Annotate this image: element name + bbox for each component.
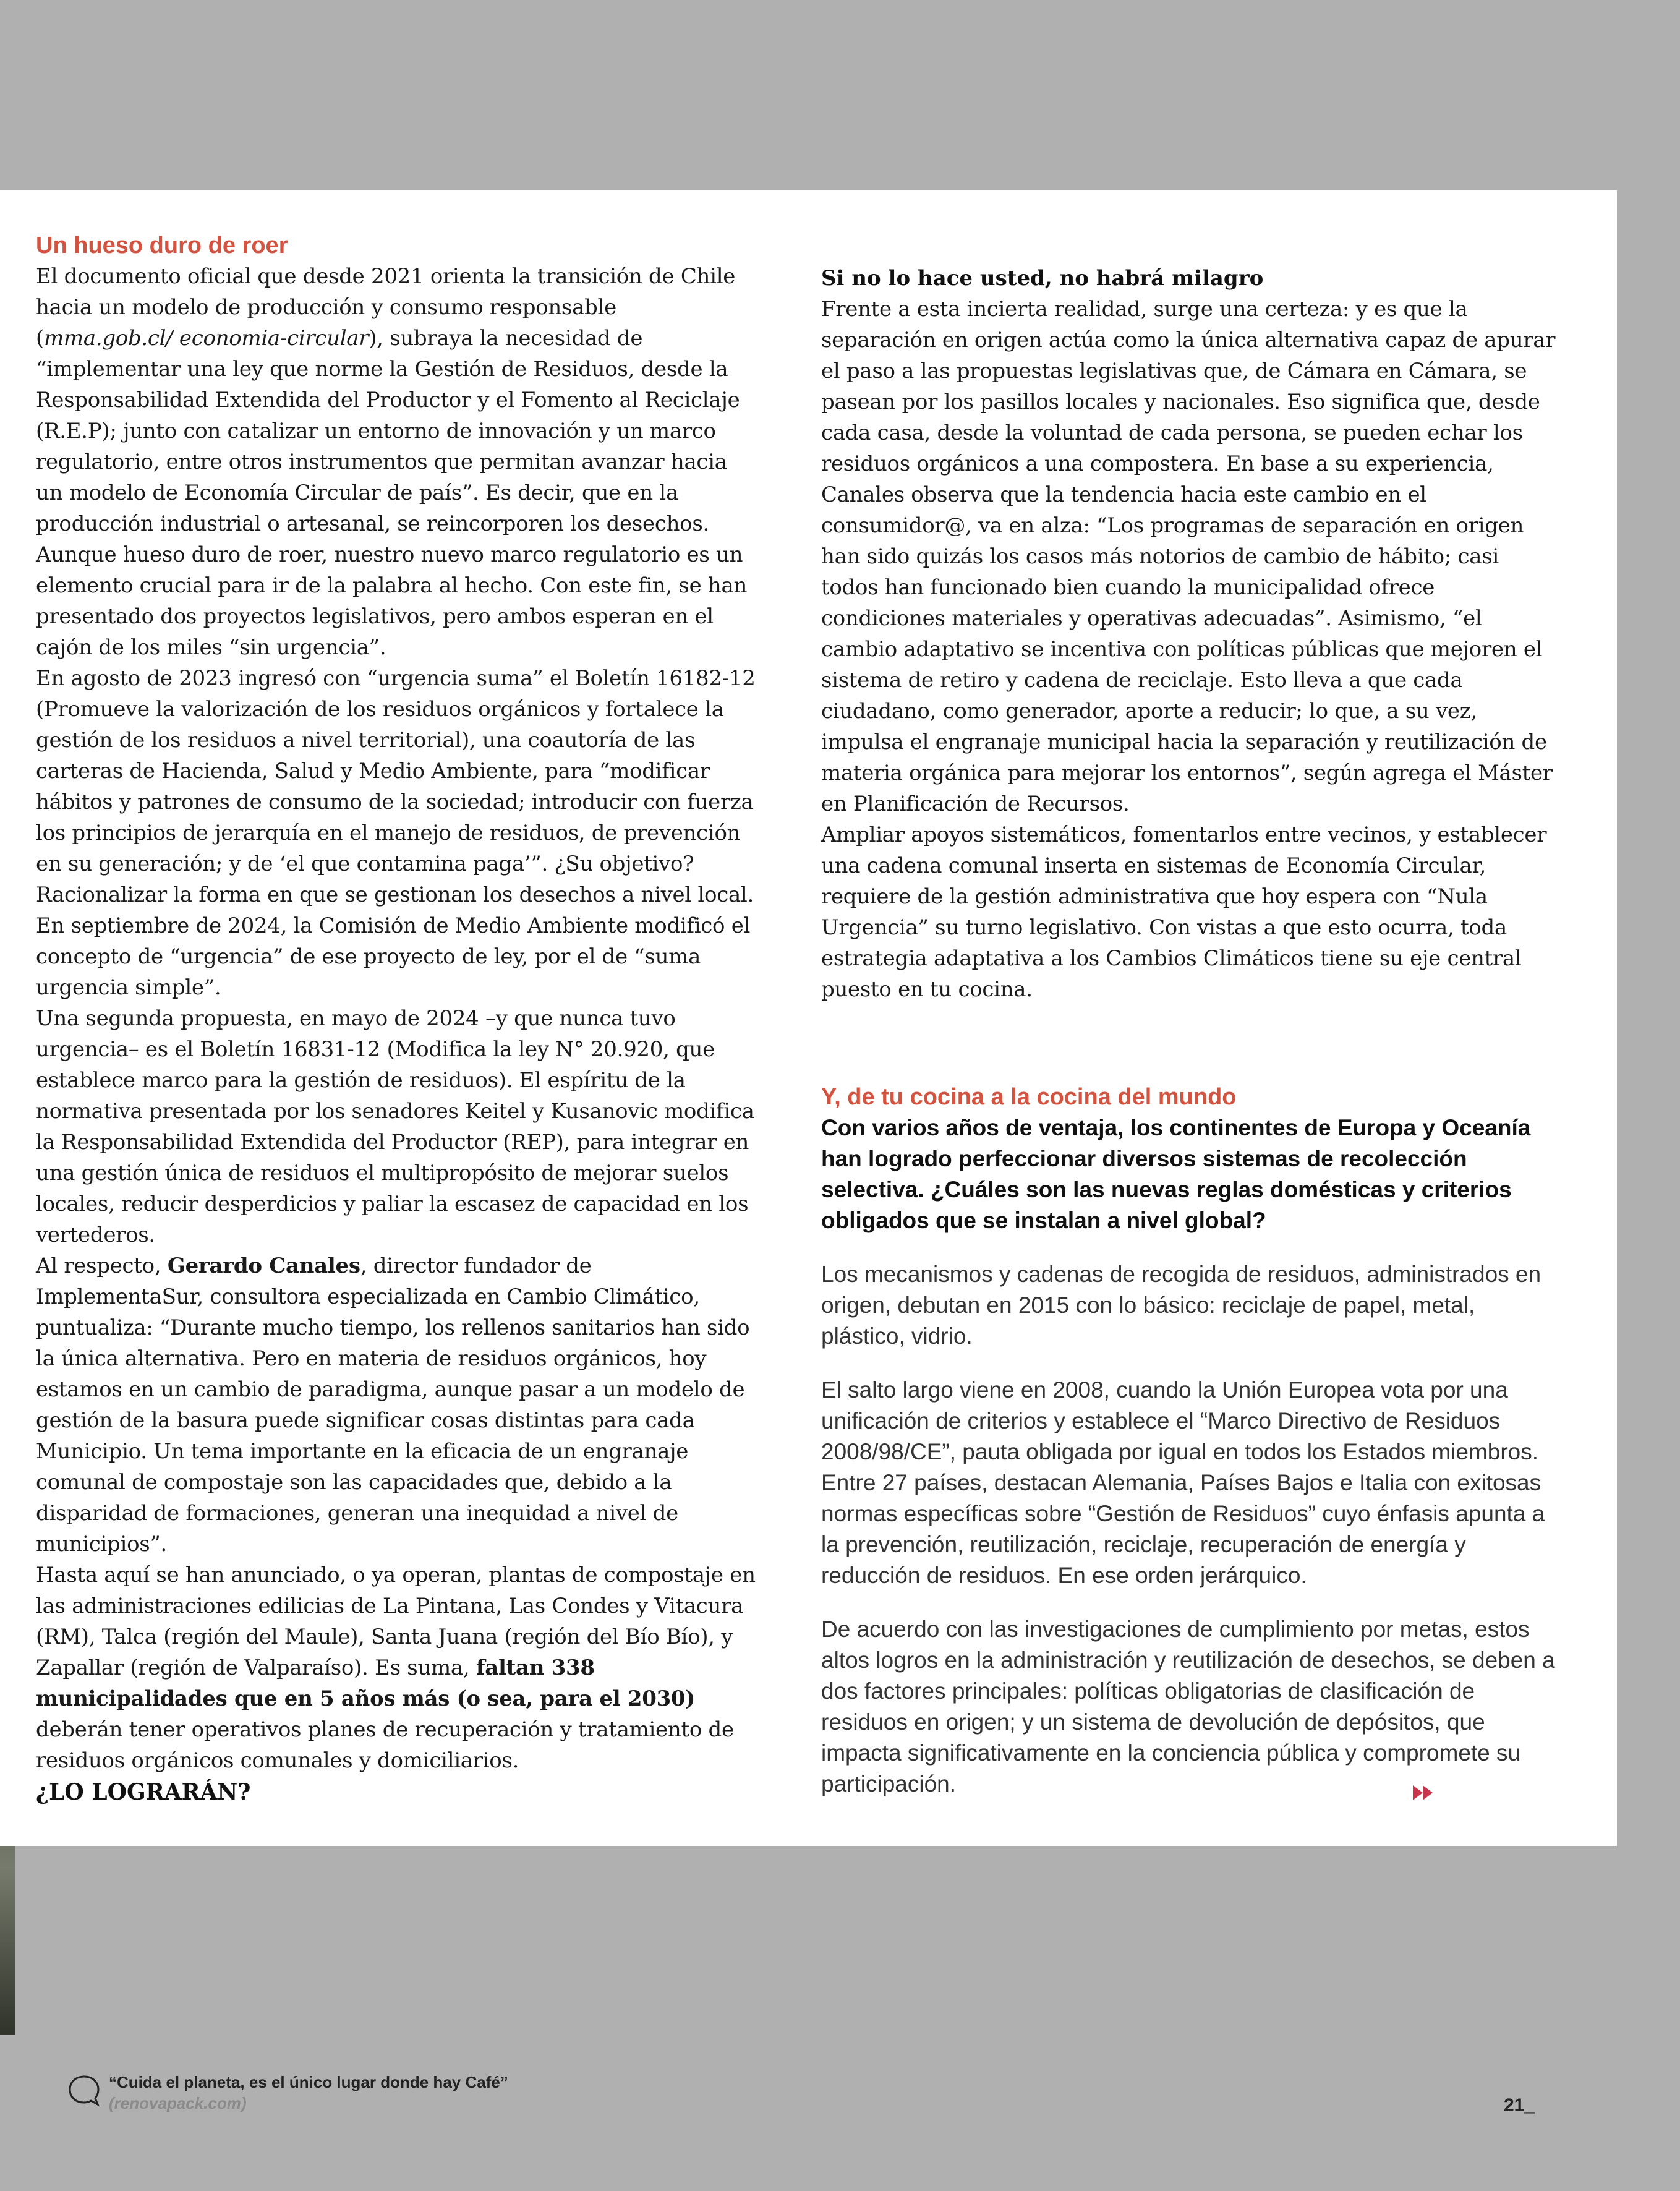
paragraph: El documento oficial que desde 2021 orienta la transición de Chile hacia un modelo de producción y consumo responsable (mma.gob.cl/ economia-circular), subraya la necesidad de “implementar una ley que norme la Gestión de Residuos, desde la Responsabilidad Extendida del Productor y el Fomento al Reciclaje (R.E.P); junto con catalizar un entorno de innovación y un marco regulatorio, entre otros instrumentos que permitan avanzar hacia un modelo de Economía Circular de país”. Es decir, que en la producción industrial o artesanal, se reincorporen los desechos. <box>36 264 740 536</box>
speech-bubble-icon <box>67 2073 101 2108</box>
page-number: 21_ <box>1504 2095 1535 2116</box>
section-cocina <box>821 1082 1557 1800</box>
quote-source: (renovapack.com) <box>109 2094 247 2112</box>
paragraph: Una segunda propuesta, en mayo de 2024 –y que nunca tuvo urgencia– es el Boletín 16831-12 (Modifica la ley N° 20.920, que establece marco para la gestión de residuos). El espíritu de la normativa presentada por los senadores Keitel y Kusanovic modifica la Responsabilidad Extendida del Productor (REP), para integrar en una gestión única de residuos el multipropósito de mejorar suelos locales, reducir desperdicios y paliar la escasez de capacidad en los vertederos. <box>36 1006 754 1247</box>
section-heading-hueso: Un hueso duro de roer <box>36 233 288 258</box>
sans-body <box>821 1259 1557 1800</box>
paragraph: Al respecto, Gerardo Canales, director fundador de ImplementaSur, consultora especializada en Cambio Climático, puntualiza: “Durante mucho tiempo, los rellenos sanitarios han sido la única alternativa. Pero en materia de residuos orgánicos, hoy estamos en un cambio de paradigma, aunque pasar a un modelo de gestión de la basura puede significar cosas distintas para cada Municipio. Un tema importante en la eficacia de un engranaje comunal de compostaje son las capacidades que, debido a la disparidad de formaciones, generan una inequidad a nivel de municipios”. <box>36 1254 750 1557</box>
paragraph: El salto largo viene en 2008, cuando la Unión Europea vota por una unificación de criterios y establece el “Marco Directivo de Residuos 2008/98/CE”, pauta obligada por igual en todos los Estados miembros. Entre 27 países, destacan Alemania, Países Bajos e Italia con exitosas normas específicas sobre “Gestión de Residuos” cuyo énfasis apunta a la prevención, reutilización, reciclaje, recuperación de energía y reducción de residuos. En ese orden jerárquico. <box>821 1377 1545 1588</box>
right-column <box>821 263 1557 1822</box>
conclusion-question: ¿LO LOGRARÁN? <box>36 1779 251 1805</box>
paragraph: Los mecanismos y cadenas de recogida de residuos, administrados en origen, debutan en 2015 con lo básico: reciclaje de papel, metal, plástico, vidrio. <box>821 1262 1541 1349</box>
paragraph: Frente a esta incierta realidad, surge una certeza: y es que la separación en origen actúa como la única alternativa capaz de apurar el paso a las propuestas legislativas que, de Cámara en Cámara, se pasean por los pasillos locales y nacionales. Eso significa que, desde cada casa, desde la voluntad de cada persona, se pueden echar los residuos orgánicos a una compostera. En base a su experiencia, Canales observa que la tendencia hacia este cambio en el consumidor@, va en alza: “Los programas de separación en origen han sido quizás los casos más notorios de cambio de hábito; casi todos han funcionado bien cuando la municipalidad ofrece condiciones materiales y operativas adecuadas”. Asimismo, “el cambio adaptativo se incentiva con políticas públicas que mejoren el sistema de retiro y cadena de reciclaje. Esto lleva a que cada ciudadano, como generador, aporte a reducir; lo que, a su vez, impulsa el engranaje municipal hacia la separación y reutilización de materia orgánica para mejorar los entornos”, según agrega el Máster en Planificación de Recursos. <box>821 297 1556 816</box>
section-heading-milagro: Si no lo hace usted, no habrá milagro <box>821 266 1264 291</box>
paragraph: Ampliar apoyos sistemáticos, fomentarlos entre vecinos, y establecer una cadena comunal inserta en sistemas de Economía Circular, requiere de la gestión administrativa que hoy espera con “Nula Urgencia” su turno legislativo. Con vistas a que esto ocurra, toda estrategia adaptativa a los Cambios Climáticos tiene su eje central puesto en tu cocina. <box>821 822 1547 1002</box>
lead-paragraph: Con varios años de ventaja, los continentes de Europa y Oceanía han logrado perfeccionar diversos sistemas de recolección selectiva. ¿Cuáles son las nuevas reglas domésticas y criterios obligados que se instalan a nivel global? <box>821 1115 1531 1233</box>
paragraph: De acuerdo con las investigaciones de cumplimiento por metas, estos altos logros en la administración y reutilización de desechos, se deben a dos factores principales: políticas obligatorias de clasificación de residuos en origen; y un sistema de devolución de depósitos, que impacta significativamente en la conciencia pública y compromete su participación. <box>821 1617 1555 1796</box>
right-body <box>821 294 1557 1005</box>
source-link: mma.gob.cl/ economia-circular <box>43 326 369 351</box>
quote-text: “Cuida el planeta, es el único lugar donde hay Café” <box>109 2073 508 2091</box>
fast-forward-icon[interactable] <box>1413 1785 1434 1800</box>
highlight-text: faltan 338 municipalidades que en 5 años más (o sea, para el 2030) <box>36 1655 696 1711</box>
left-column <box>36 230 756 1808</box>
left-body <box>36 261 756 1776</box>
paragraph: Hasta aquí se han anunciado, o ya operan, plantas de compostaje en las administraciones edilicias de La Pintana, Las Condes y Vitacura (RM), Talca (región del Maule), Santa Juana (región del Bío Bío), y Zapallar (región de Valparaíso). Es suma, faltan 338 municipalidades que en 5 años más (o sea, para el 2030) deberán tener operativos planes de recuperación y tratamiento de residuos orgánicos comunales y domiciliarios. <box>36 1563 756 1773</box>
person-name: Gerardo Canales <box>167 1254 360 1278</box>
paragraph: En agosto de 2023 ingresó con “urgencia suma” el Boletín 16182-12 (Promueve la valorización de los residuos orgánicos y fortalece la gestión de los residuos a nivel territorial), una coautoría de las carteras de Hacienda, Salud y Medio Ambiente, para “modificar hábitos y patrones de consumo de la sociedad; introducir con fuerza los principios de jerarquía en el manejo de residuos, de prevención en su generación; y de ‘el que contamina paga’”. ¿Su objetivo? Racionalizar la forma en que se gestionan los desechos a nivel local. En septiembre de 2024, la Comisión de Medio Ambiente modificó el concepto de “urgencia” de ese proyecto de ley, por el de “suma urgencia simple”. <box>36 666 756 1000</box>
paragraph: Aunque hueso duro de roer, nuestro nuevo marco regulatorio es un elemento crucial para ir de la palabra al hecho. Con este fin, se han presentado dos proyectos legislativos, pero ambos esperan en el cajón de los miles “sin urgencia”. <box>36 542 748 660</box>
section-heading-cocina: Y, de tu cocina a la cocina del mundo <box>821 1084 1237 1110</box>
